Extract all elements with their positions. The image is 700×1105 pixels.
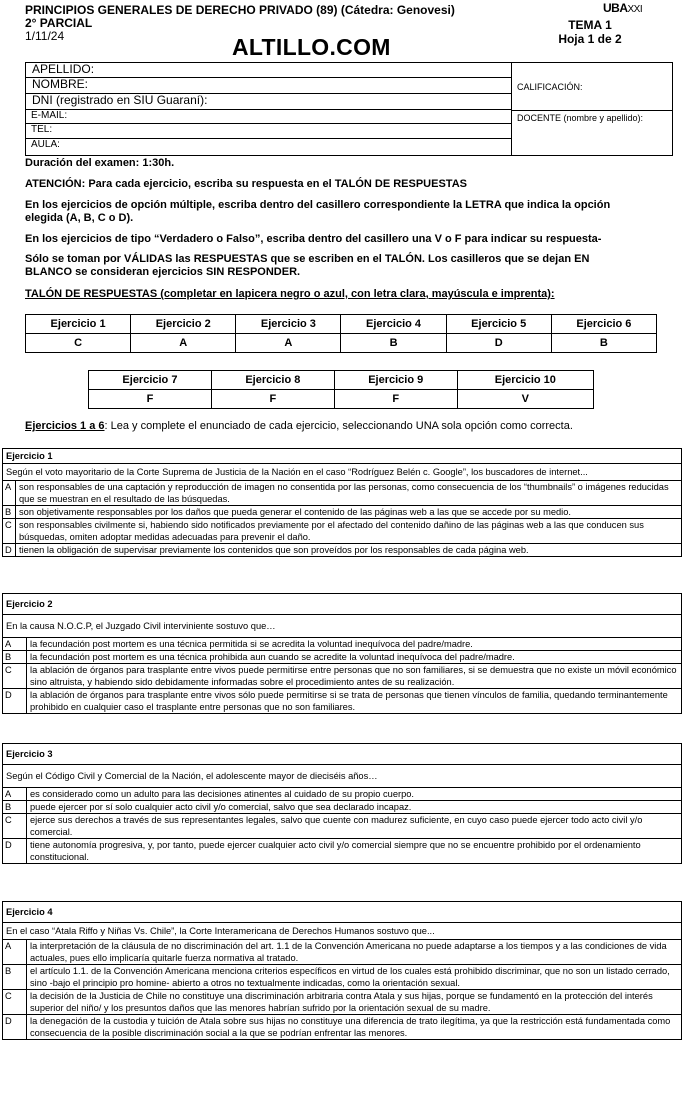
option-row <box>3 664 681 689</box>
option-letter: D <box>3 689 27 713</box>
exercises-intro-rest: : Lea y complete el enunciado de cada ejercicio, seleccionando UNA sola opción como correcta. <box>104 420 573 432</box>
option-letter: B <box>3 965 27 989</box>
answer-table-1 <box>25 314 657 353</box>
option-text: son objetivamente responsables por los daños que pueda generar el contenido de las páginas web a las que se accede por su medio. <box>19 507 571 517</box>
option-letter: A <box>3 638 27 650</box>
answer-cell[interactable]: F <box>211 390 334 409</box>
exam-title: PRINCIPIOS GENERALES DE DERECHO PRIVADO (89) (Cátedra: Genovesi) <box>25 3 455 17</box>
option-letter: B <box>3 506 16 518</box>
exercises-intro-bold: Ejercicios 1 a 6 <box>25 420 105 432</box>
student-info-box <box>25 62 673 156</box>
option-text: son responsables civilmente si, habiendo sido notificados previamente por el afectado del contenido dañino de las páginas web a las que conducen sus búsquedas, omiten adoptar medidas adecuadas para prevenir el daño. <box>19 520 644 542</box>
multiple-choice-text <box>25 199 665 225</box>
option-text: son responsables de una captación y reproducción de imagen no consentida por las personas, como consecuencia de los “thumbnails” o imágenes reducidas que se muestran en el resultado de las búsquedas. <box>19 482 669 504</box>
option-letter: D <box>3 1015 27 1039</box>
option-row <box>3 506 681 519</box>
exercise-title: Ejercicio 1 <box>3 449 681 464</box>
exercise-2 <box>2 593 682 714</box>
exercise-stem: En el caso “Atala Riffo y Niñas Vs. Chile”, la Corte Interamericana de Derechos Humanos sostuvo que... <box>3 923 681 940</box>
email-field[interactable]: E-MAIL: <box>26 110 511 124</box>
option-text: la interpretación de la cláusula de no discriminación del art. 1.1 de la Convención Americana no puede adaptarse a los tiempos y a las condiciones de vida actuales, pues ello implicaría quitarle fuerza normativa al tratado. <box>30 941 667 963</box>
exercise-title: Ejercicio 3 <box>3 744 681 765</box>
vf-text: En los ejercicios de tipo “Verdadero o Falso”, escriba dentro del casillero una V o F para indicar su respuesta- <box>25 233 602 245</box>
option-row <box>3 481 681 506</box>
hoja-label: Hoja 1 de 2 <box>558 32 622 46</box>
answer-table-2-values <box>89 390 594 409</box>
apellido-field[interactable]: APELLIDO: <box>26 63 511 78</box>
answer-cell[interactable]: F <box>89 390 212 409</box>
info-divider <box>511 110 672 111</box>
multiple-line-1: En los ejercicios de opción múltiple, escriba dentro del casillero correspondiente la LETRA que indica la opción <box>25 199 611 211</box>
option-text: ejerce sus derechos a través de sus representantes legales, salvo que cuente con madurez suficiente, en cuyo caso puede ejercer todo acto civil y/o comercial. <box>30 815 643 837</box>
option-row <box>3 651 681 664</box>
exercise-title: Ejercicio 4 <box>3 902 681 923</box>
answer-table-1-values <box>26 334 657 353</box>
talon-heading: TALÓN DE RESPUESTAS (completar en lapicera negro o azul, con letra clara, mayúscula e imprenta): <box>25 288 555 300</box>
option-letter: D <box>3 839 27 863</box>
answer-table-2 <box>88 370 594 409</box>
header-right <box>548 18 632 46</box>
duracion-text: Duración del examen: 1:30h. <box>25 157 175 169</box>
answer-label: Ejercicio 6 <box>551 315 656 334</box>
exercise-4 <box>2 901 682 1040</box>
exercises-intro <box>25 420 573 432</box>
exercise-1 <box>2 448 682 557</box>
option-row <box>3 814 681 839</box>
option-text: la ablación de órganos para trasplante entre vivos sólo puede permitirse si se trata de personas que tienen vínculos de familia, quedando terminantemente prohibido en cualquier caso el trasplante entre personas que no son familiares. <box>30 690 668 712</box>
exercise-stem: En la causa N.O.C.P, el Juzgado Civil interviniente sostuvo que… <box>3 615 681 638</box>
answer-label: Ejercicio 9 <box>334 371 457 390</box>
option-letter: A <box>3 481 16 505</box>
option-row <box>3 839 681 863</box>
uba-logo <box>603 1 642 15</box>
answer-table-1-header <box>26 315 657 334</box>
option-letter: B <box>3 651 27 663</box>
answer-cell[interactable]: B <box>551 334 656 353</box>
validas-line-1: Sólo se toman por VÁLIDAS las RESPUESTAS que se escriben en el TALÓN. Los casilleros que se dejan EN <box>25 253 590 265</box>
option-text: tiene autonomía progresiva, y, por tanto, puede ejercer cualquier acto civil y/o comercial siempre que no se encuentre prohibido por el ordenamiento constitucional. <box>30 840 641 862</box>
exercise-3 <box>2 743 682 864</box>
validas-text <box>25 253 665 279</box>
option-text: la fecundación post mortem es una técnica permitida si se acredita la voluntad inequívoca del padre/madre. <box>30 639 473 649</box>
answer-cell[interactable]: V <box>457 390 593 409</box>
option-letter: A <box>3 940 27 964</box>
exam-number: 2° PARCIAL <box>25 16 93 30</box>
answer-cell[interactable]: B <box>341 334 446 353</box>
dni-field[interactable]: DNI (registrado en SIU Guaraní): <box>26 94 511 110</box>
option-row <box>3 965 681 990</box>
altillo-logo: ALTILLO.COM <box>232 34 391 60</box>
multiple-line-2: elegida (A, B, C o D). <box>25 212 134 224</box>
answer-cell[interactable]: F <box>334 390 457 409</box>
option-text: la ablación de órganos para trasplante entre vivos puede permitirse entre personas que no son familiares, si se demuestra que no existe un móvil económico sino altruista, y habiendo sido debidamente informadas sobre el procedimiento antes de su realización. <box>30 665 677 687</box>
option-letter: B <box>3 801 27 813</box>
answer-table-2-header <box>89 371 594 390</box>
option-row <box>3 801 681 814</box>
answer-label: Ejercicio 10 <box>457 371 593 390</box>
option-letter: C <box>3 814 27 838</box>
answer-cell[interactable]: D <box>446 334 551 353</box>
option-row <box>3 638 681 651</box>
option-row <box>3 544 681 556</box>
option-text: la decisión de la Justicia de Chile no constituye una discriminación arbitraria contra Atala y sus hijas, porque se fundamentó en la protección del interés superior del niño/ y los presuntos daños que las menores habrían sufrido por la orientación sexual de su madre. <box>30 991 653 1013</box>
aula-field[interactable]: AULA: <box>31 139 60 150</box>
nombre-field[interactable]: NOMBRE: <box>26 78 511 94</box>
option-row <box>3 689 681 713</box>
tel-field[interactable]: TEL: <box>26 124 511 139</box>
exercise-stem: Según el Código Civil y Comercial de la Nación, el adolescente mayor de dieciséis años… <box>3 765 681 788</box>
option-text: la fecundación post mortem es una técnica prohibida aun cuando se acredite la voluntad inequívoca del padre/madre. <box>30 652 515 662</box>
docente-label: DOCENTE (nombre y apellido): <box>517 113 644 123</box>
tema-label: TEMA 1 <box>568 18 612 32</box>
option-text: puede ejercer por sí solo cualquier acto civil y/o comercial, salvo que sea declarado incapaz. <box>30 802 412 812</box>
option-text: el artículo 1.1. de la Convención Americana menciona criterios específicos en virtud de los cuales está prohibido discriminar, que no son un listado cerrado, sino -bajo el principio pro homine- abierto a otros no textualmente indicadas, como la orientación sexual. <box>30 966 670 988</box>
option-row <box>3 990 681 1015</box>
option-letter: C <box>3 519 16 543</box>
answer-label: Ejercicio 5 <box>446 315 551 334</box>
answer-cell[interactable]: A <box>131 334 236 353</box>
answer-label: Ejercicio 7 <box>89 371 212 390</box>
exam-date: 1/11/24 <box>25 29 65 43</box>
atencion-text: ATENCIÓN: Para cada ejercicio, escriba su respuesta en el TALÓN DE RESPUESTAS <box>25 178 467 190</box>
validas-line-2: BLANCO se consideran ejercicios SIN RESPONDER. <box>25 266 301 278</box>
option-text: es considerado como un adulto para las decisiones atinentes al cuidado de su propio cuerpo. <box>30 789 415 799</box>
answer-cell[interactable]: C <box>26 334 131 353</box>
option-letter: D <box>3 544 16 556</box>
exercise-title: Ejercicio 2 <box>3 594 681 615</box>
option-row <box>3 788 681 801</box>
answer-label: Ejercicio 3 <box>236 315 341 334</box>
uba-xxi-text: XXI <box>627 4 643 15</box>
answer-label: Ejercicio 8 <box>211 371 334 390</box>
answer-label: Ejercicio 2 <box>131 315 236 334</box>
option-letter: C <box>3 664 27 688</box>
option-row <box>3 940 681 965</box>
option-row <box>3 519 681 544</box>
option-letter: A <box>3 788 27 800</box>
option-text: tienen la obligación de supervisar previamente los contenidos que son proveídos por los responsables de cada página web. <box>19 545 529 555</box>
option-text: la denegación de la custodia y tuición de Atala sobre sus hijas no constituye una diferencia de trato ilegítima, ya que la restricción está fundamentada como consecuencia de la posible discriminación social a la que se podrían enfrentar las menores. <box>30 1016 671 1038</box>
answer-cell[interactable]: A <box>236 334 341 353</box>
uba-text: UBA <box>603 1 628 15</box>
exercise-stem: Según el voto mayoritario de la Corte Suprema de Justicia de la Nación en el caso “Rodríguez Belén c. Google”, los buscadores de internet... <box>3 464 681 481</box>
calificacion-label: CALIFICACIÓN: <box>517 82 583 92</box>
option-letter: C <box>3 990 27 1014</box>
answer-label: Ejercicio 4 <box>341 315 446 334</box>
student-info-left <box>26 63 512 155</box>
answer-label: Ejercicio 1 <box>26 315 131 334</box>
option-row <box>3 1015 681 1039</box>
